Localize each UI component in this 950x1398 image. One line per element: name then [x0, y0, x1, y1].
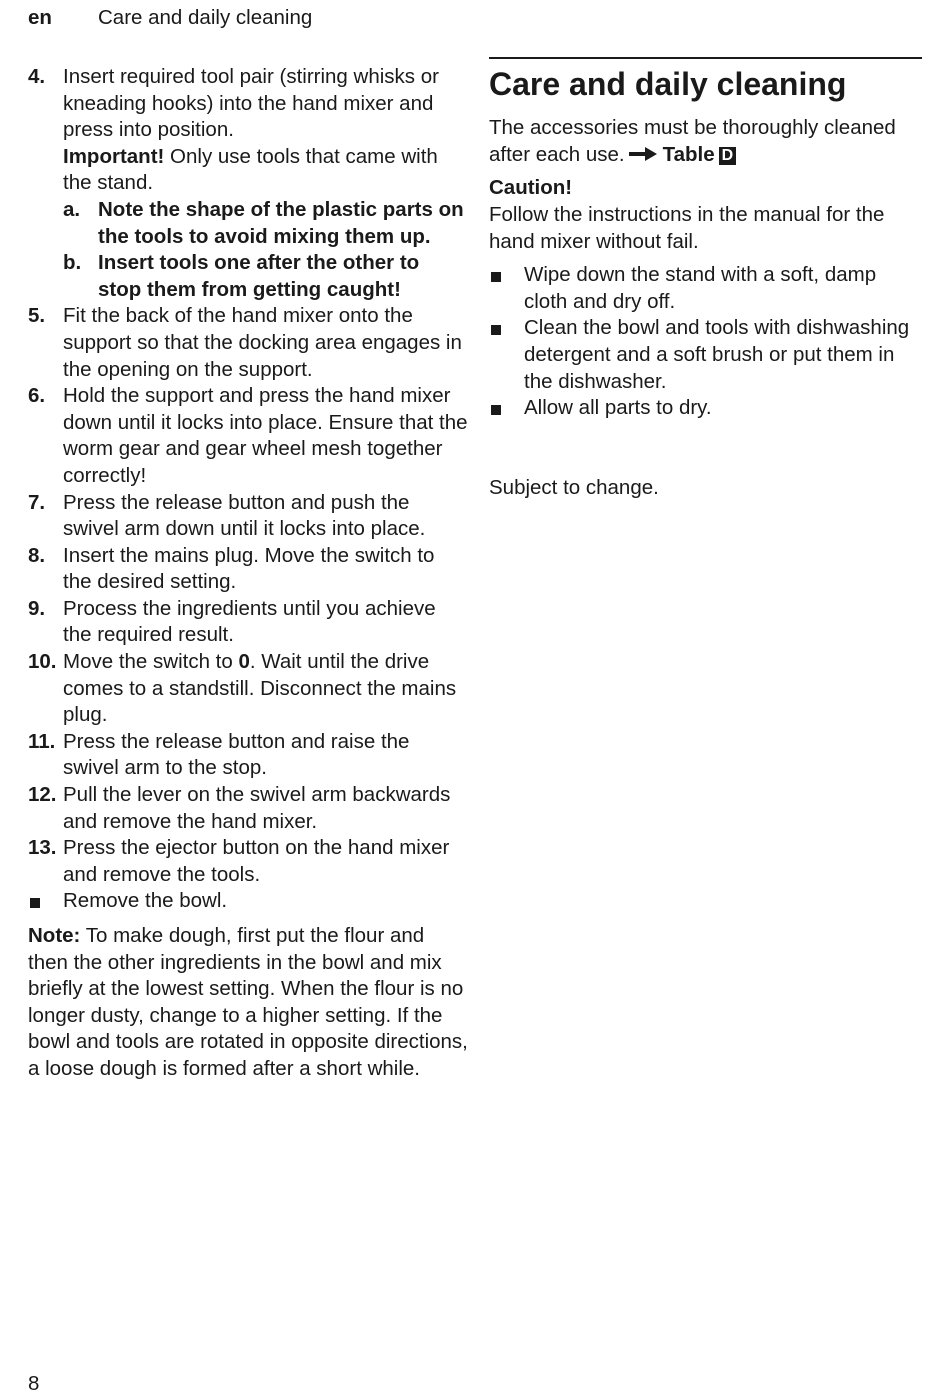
- step-number: 5.: [28, 304, 46, 328]
- note-text: To make dough, first put the flour and then the other ingredients in the bowl and mix briefly at the lowest setting. When the flour is no longer dusty, change to a higher setting. If the bowl and tools are rotated in opposite directions, a loose dough is formed after a short while.: [28, 924, 468, 1080]
- step-text: Press the release button and push the swivel arm down until it locks into place.: [63, 490, 426, 541]
- step-text: Hold the support and press the hand mixer down until it locks into place. Ensure that the worm gear and gear wheel mesh together correctly!: [63, 384, 468, 487]
- important-label: Important!: [63, 144, 165, 168]
- cleaning-bullets: [489, 262, 922, 422]
- step-number: 12.: [28, 783, 57, 807]
- substep-text: Note the shape of the plastic parts on the tools to avoid mixing them up.: [98, 197, 464, 248]
- step-number: 7.: [28, 490, 46, 514]
- step-12: [28, 782, 468, 835]
- step-number: 10.: [28, 650, 57, 674]
- right-column: [489, 57, 922, 501]
- substep-label: b.: [63, 251, 82, 275]
- bullet-square-icon: [491, 325, 501, 335]
- list-item: [489, 395, 922, 422]
- step-text: Insert the mains plug. Move the switch to the desired setting.: [63, 543, 435, 594]
- step-text: Fit the back of the hand mixer onto the support so that the docking area engages in the opening on the support.: [63, 304, 462, 381]
- dough-note: [28, 923, 468, 1083]
- page-number: 8: [28, 1372, 40, 1395]
- step-text: Insert required tool pair (stirring whisks or kneading hooks) into the hand mixer and press into position.: [63, 65, 439, 142]
- bullet-square-icon: [491, 272, 501, 282]
- step-text-after: . Wait until the drive comes to a standstill. Disconnect the mains plug.: [63, 650, 457, 727]
- substep-b: [63, 250, 468, 303]
- step-4: [28, 64, 468, 303]
- substep-label: a.: [63, 197, 81, 221]
- step-5: [28, 303, 468, 383]
- step-text: Process the ingredients until you achieve the required result.: [63, 596, 436, 647]
- running-title: Care and daily cleaning: [98, 6, 313, 29]
- step-text: [63, 649, 468, 729]
- arrow-right-icon: [629, 142, 657, 169]
- bullet-text: Allow all parts to dry.: [524, 396, 712, 420]
- section-heading: Care and daily cleaning: [489, 66, 847, 102]
- switch-setting-zero: 0: [238, 650, 250, 674]
- instruction-steps: [28, 64, 468, 915]
- step-number: 4.: [28, 65, 46, 88]
- step-6: [28, 383, 468, 489]
- caution-label: Caution!: [489, 176, 573, 200]
- step-10: [28, 649, 468, 729]
- step-number: 6.: [28, 384, 46, 408]
- bullet-remove-bowl: [28, 888, 468, 915]
- section-rule: [489, 57, 922, 59]
- list-item: [489, 315, 922, 395]
- step-text: Pull the lever on the swivel arm backwards and remove the hand mixer.: [63, 783, 451, 833]
- step-text: Press the ejector button on the hand mixer and remove the tools.: [63, 836, 450, 886]
- step-text: Press the release button and raise the swivel arm to the stop.: [63, 729, 410, 780]
- bullet-text: Wipe down the stand with a soft, damp cloth and dry off.: [524, 263, 877, 313]
- bullet-square-icon: [30, 898, 40, 908]
- step-number: 13.: [28, 836, 57, 860]
- bullet-square-icon: [491, 405, 501, 415]
- step-number: 11.: [28, 729, 56, 753]
- table-reference: Table: [662, 142, 715, 166]
- step-number: 8.: [28, 543, 46, 567]
- intro-text: The accessories must be thoroughly cleaned after each use.: [489, 116, 896, 166]
- bullet-text: Remove the bowl.: [63, 889, 228, 913]
- important-text: Only use tools that came with the stand.: [63, 144, 438, 195]
- substep-text: Insert tools one after the other to stop them from getting caught!: [98, 251, 420, 301]
- left-column: [28, 64, 468, 1083]
- list-item: [489, 262, 922, 315]
- table-letter-badge: D: [719, 147, 737, 165]
- language-code: en: [28, 6, 52, 29]
- bullet-text: Clean the bowl and tools with dishwashing detergent and a soft brush or put them in the dishwasher.: [524, 316, 910, 393]
- caution-text: Follow the instructions in the manual for the hand mixer without fail.: [489, 203, 885, 253]
- step-7: [28, 490, 468, 543]
- cleaning-intro: [489, 115, 922, 168]
- step-13: [28, 835, 468, 888]
- step-8: [28, 543, 468, 596]
- substep-a: [63, 197, 468, 250]
- important-note: [63, 144, 468, 197]
- step-11: [28, 729, 468, 782]
- step-9: [28, 596, 468, 649]
- note-label: Note:: [28, 924, 81, 947]
- subject-to-change: Subject to change.: [489, 475, 659, 499]
- step-text-before: Move the switch to: [63, 650, 239, 674]
- step-number: 9.: [28, 596, 46, 620]
